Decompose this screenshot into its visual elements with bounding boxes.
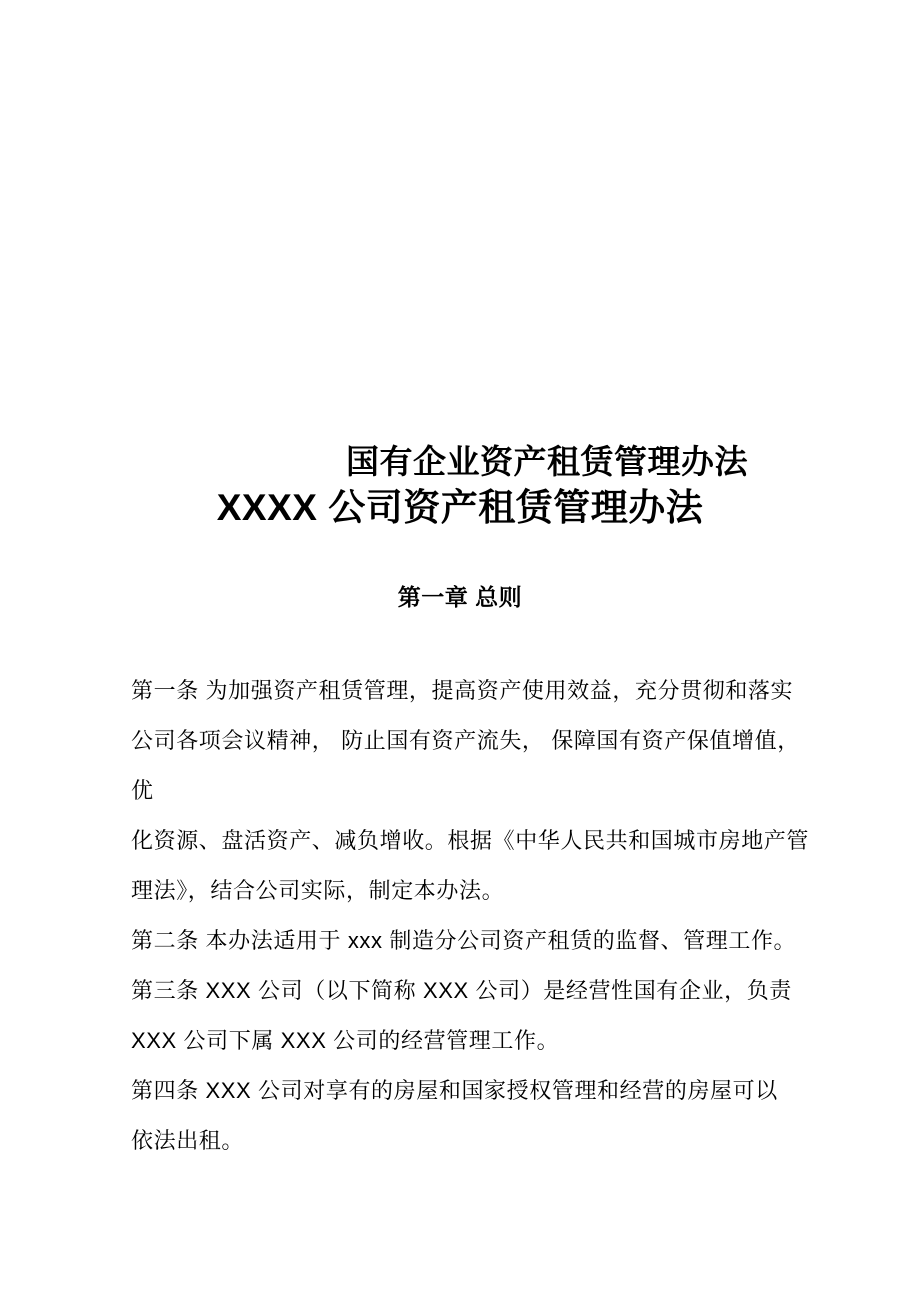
body-line: XXX 公司下属 XXX 公司的经营管理工作。: [131, 1028, 560, 1053]
body-line: 依法出租。: [131, 1128, 245, 1153]
body-line: 公司各项会议精神， 防止国有资产流失， 保障国有资产保值增值，: [131, 728, 800, 753]
document-body: [131, 666, 810, 1166]
body-line: 理法》，结合公司实际，制定本办法。: [131, 878, 505, 903]
document-subtitle: 国有企业资产租赁管理办法: [346, 443, 748, 480]
body-line: 优: [131, 778, 154, 803]
body-line: 化资源、盘活资产、减负增收。根据《中华人民共和国城市房地产管: [131, 828, 810, 853]
document-title: XXXX 公司资产租赁管理办法: [216, 487, 704, 528]
body-line: 第三条 XXX 公司（以下简称 XXX 公司）是经营性国有企业，负责: [131, 978, 792, 1003]
body-line: 第一条 为加强资产租赁管理，提高资产使用效益，充分贯彻和落实: [131, 678, 794, 703]
chapter-heading: 第一章 总则: [397, 584, 523, 610]
body-line: 第二条 本办法适用于 xxx 制造分公司资产租赁的监督、管理工作。: [131, 928, 797, 953]
body-line: 第四条 XXX 公司对享有的房屋和国家授权管理和经营的房屋可以: [131, 1078, 778, 1103]
